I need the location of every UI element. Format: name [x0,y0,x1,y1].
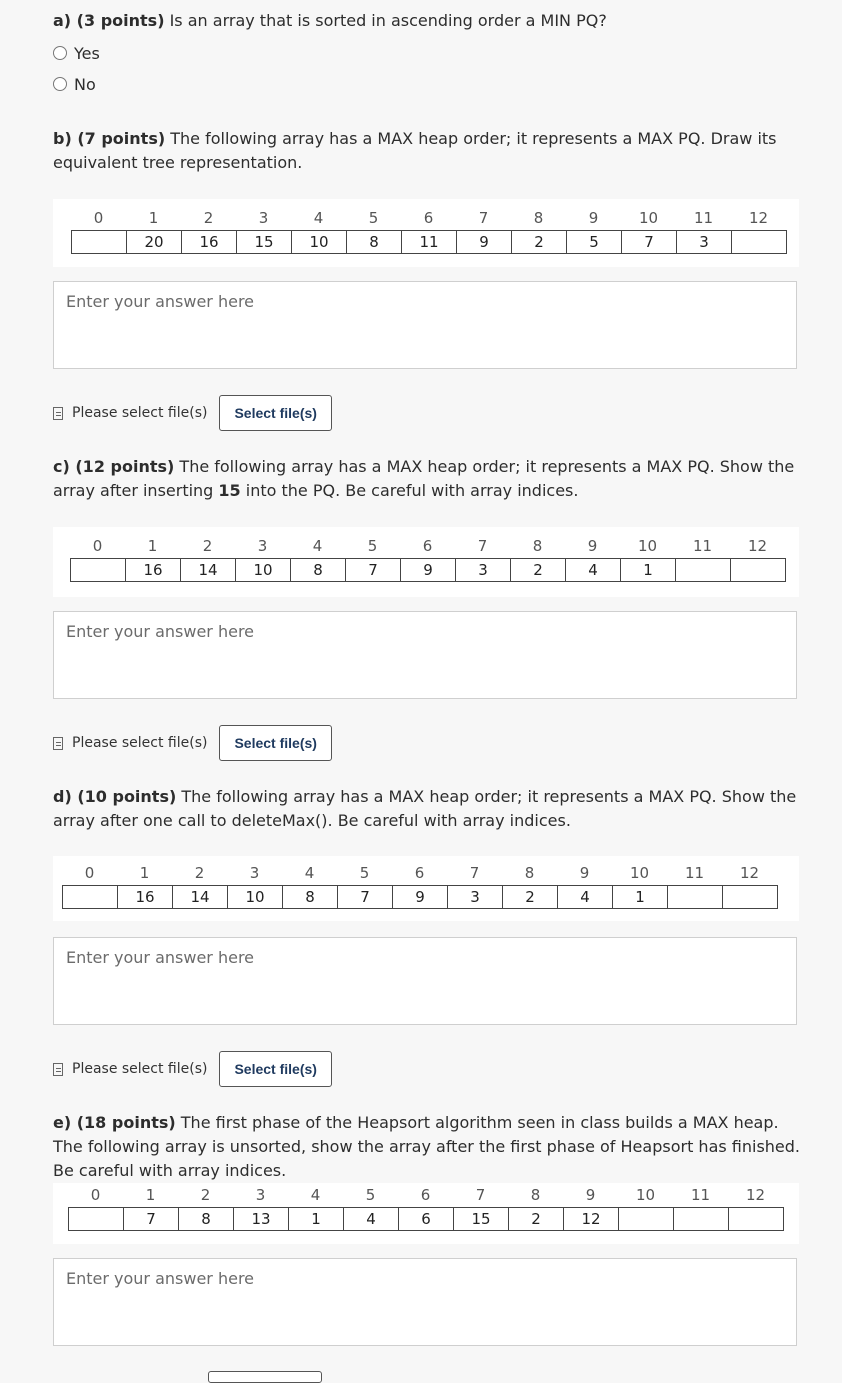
array-index: 9 [585,1186,596,1204]
array-index: 9 [579,864,590,882]
array-index: 8 [530,1186,541,1204]
array-index: 3 [255,1186,266,1204]
array-cell: 4 [343,1207,398,1231]
file-upload-label: Please select file(s) [72,1061,208,1077]
array-index: 2 [194,864,205,882]
array-cell [618,1207,673,1231]
array-index: 1 [147,537,158,555]
array-cell [731,230,787,254]
question-c [53,455,803,503]
array-index: 11 [684,864,705,882]
array-index: 5 [367,537,378,555]
array-cell: 8 [346,230,401,254]
array-cell [675,558,730,582]
question-c-label: c) (12 points) [53,457,175,476]
radio-circle-yes[interactable] [53,46,67,60]
array-cell: 3 [676,230,731,254]
array-index: 0 [84,864,95,882]
array-cell: 15 [236,230,291,254]
array-cell: 3 [447,885,502,909]
question-a [53,9,803,33]
array-index: 11 [693,209,714,227]
array-index: 3 [257,537,268,555]
array-index: 7 [475,1186,486,1204]
array-index: 4 [310,1186,321,1204]
value-row [70,558,786,582]
array-index: 10 [637,537,658,555]
radio-yes[interactable] [53,42,100,64]
question-c-emph: 15 [218,481,241,500]
array-panel-c [53,527,799,597]
array-cell: 4 [557,885,612,909]
array-cell: 2 [511,230,566,254]
array-index: 7 [469,864,480,882]
array-index: 7 [477,537,488,555]
array-index: 12 [748,209,769,227]
question-b-label: b) (7 points) [53,129,166,148]
array-cell: 7 [337,885,392,909]
array-index: 3 [258,209,269,227]
array-cell: 7 [123,1207,178,1231]
array-cell: 8 [178,1207,233,1231]
answer-input-d[interactable]: Enter your answer here [53,937,797,1025]
array-index: 3 [249,864,260,882]
array-cell: 5 [566,230,621,254]
question-d-text: The following array has a MAX heap order; it represents a MAX PQ. Show the array after one call to deleteMax(). Be careful with array indices. [53,787,797,830]
array-cell: 1 [288,1207,343,1231]
array-index: 12 [747,537,768,555]
array-index: 10 [635,1186,656,1204]
array-cell: 14 [180,558,235,582]
array-index: 11 [690,1186,711,1204]
array-cell [71,230,126,254]
array-index: 0 [90,1186,101,1204]
array-cell: 8 [290,558,345,582]
array-cell: 9 [392,885,447,909]
array-index: 2 [202,537,213,555]
select-files-button-partial[interactable] [208,1371,322,1383]
array-cell [722,885,778,909]
file-upload-label: Please select file(s) [72,405,208,421]
array-cell: 6 [398,1207,453,1231]
radio-yes-label: Yes [74,43,100,63]
array-cell: 2 [502,885,557,909]
question-a-label: a) (3 points) [53,11,165,30]
array-index: 5 [365,1186,376,1204]
value-row [68,1207,784,1231]
index-row [68,1185,783,1205]
array-index: 4 [313,209,324,227]
array-index: 7 [478,209,489,227]
array-index: 10 [638,209,659,227]
array-cell: 14 [172,885,227,909]
array-cell [68,1207,123,1231]
value-row [71,230,787,254]
array-cell: 8 [282,885,337,909]
array-cell: 1 [620,558,675,582]
array-index: 0 [93,209,104,227]
array-cell: 13 [233,1207,288,1231]
question-e [53,1111,803,1183]
array-cell: 1 [612,885,667,909]
array-cell: 10 [227,885,282,909]
radio-no[interactable] [53,73,96,95]
array-cell: 2 [508,1207,563,1231]
file-upload-c [53,725,332,761]
array-cell [673,1207,728,1231]
answer-input-b[interactable]: Enter your answer here [53,281,797,369]
question-b [53,127,803,175]
answer-input-e[interactable]: Enter your answer here [53,1258,797,1346]
select-files-button[interactable]: Select file(s) [219,725,331,761]
radio-no-label: No [74,74,96,94]
file-icon [53,407,63,420]
array-cell: 9 [456,230,511,254]
array-cell: 20 [126,230,181,254]
array-index: 12 [739,864,760,882]
array-index: 11 [692,537,713,555]
array-index: 4 [304,864,315,882]
array-cell: 11 [401,230,456,254]
array-cell [70,558,125,582]
array-panel-b [53,199,799,267]
array-cell: 4 [565,558,620,582]
array-panel-e [53,1183,799,1244]
array-cell: 7 [345,558,400,582]
file-icon [53,737,63,750]
select-files-button[interactable]: Select file(s) [219,395,331,431]
value-row [62,885,778,909]
question-c-text: The following array has a MAX heap order; it represents a MAX PQ. Show the array after inserting [53,457,795,500]
array-panel-d [53,856,799,921]
array-cell: 2 [510,558,565,582]
question-d [53,785,803,833]
array-index: 9 [588,209,599,227]
array-index: 1 [148,209,159,227]
select-files-button[interactable]: Select file(s) [219,1051,331,1087]
array-index: 1 [139,864,150,882]
array-index: 10 [629,864,650,882]
array-cell: 9 [400,558,455,582]
radio-circle-no[interactable] [53,77,67,91]
array-index: 6 [414,864,425,882]
array-cell [730,558,786,582]
array-index: 6 [422,537,433,555]
array-index: 6 [423,209,434,227]
array-cell: 16 [125,558,180,582]
array-index: 2 [203,209,214,227]
array-index: 1 [145,1186,156,1204]
array-cell [62,885,117,909]
answer-input-c[interactable]: Enter your answer here [53,611,797,699]
array-cell: 16 [181,230,236,254]
array-index: 5 [359,864,370,882]
array-cell: 15 [453,1207,508,1231]
array-index: 2 [200,1186,211,1204]
file-upload-label: Please select file(s) [72,735,208,751]
array-index: 12 [745,1186,766,1204]
array-cell: 12 [563,1207,618,1231]
array-cell [667,885,722,909]
index-row [71,208,786,228]
array-index: 8 [533,209,544,227]
array-cell: 7 [621,230,676,254]
question-d-label: d) (10 points) [53,787,177,806]
question-e-text: The first phase of the Heapsort algorithm seen in class builds a MAX heap. The following array is unsorted, show the array after the first phase of Heapsort has finished. Be careful with array indices. [53,1113,801,1180]
question-b-text: The following array has a MAX heap order; it represents a MAX PQ. Draw its equivalent tree representation. [53,129,777,172]
question-e-label: e) (18 points) [53,1113,176,1132]
file-upload-b [53,395,332,431]
array-index: 5 [368,209,379,227]
array-index: 9 [587,537,598,555]
file-icon [53,1063,63,1076]
index-row [70,536,785,556]
array-cell: 16 [117,885,172,909]
array-index: 8 [524,864,535,882]
array-index: 6 [420,1186,431,1204]
array-index: 4 [312,537,323,555]
array-cell: 10 [235,558,290,582]
question-a-text: Is an array that is sorted in ascending order a MIN PQ? [164,11,607,30]
index-row [62,863,777,883]
question-c-text-after: into the PQ. Be careful with array indices. [240,481,579,500]
array-cell [728,1207,784,1231]
array-index: 0 [92,537,103,555]
array-cell: 3 [455,558,510,582]
array-cell: 10 [291,230,346,254]
array-index: 8 [532,537,543,555]
file-upload-d [53,1051,332,1087]
